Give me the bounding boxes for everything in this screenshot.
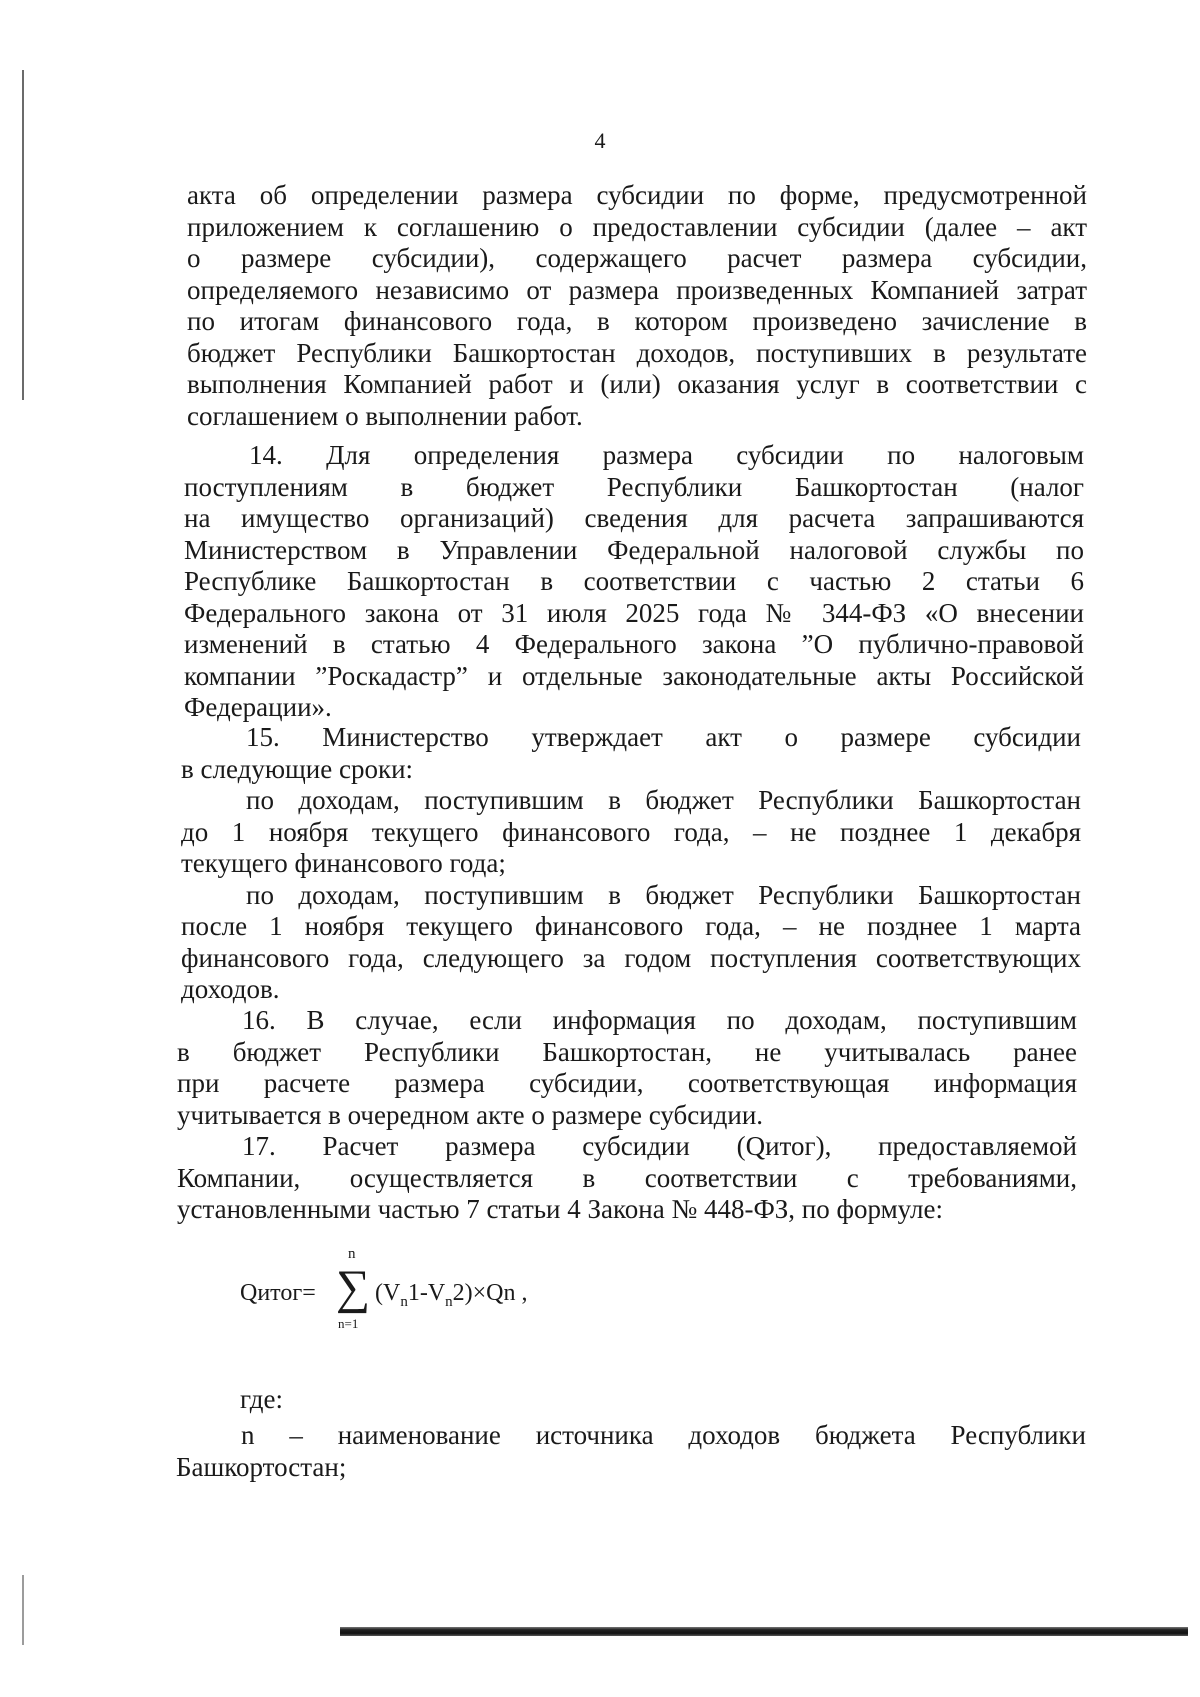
page-number: 4 (594, 128, 606, 153)
text-line: учитывается в очередном акте о размере субсидии. (177, 1099, 764, 1130)
paragraph-13-continued (187, 180, 1087, 432)
text-line: установленными частью 7 статьи 4 Закона № 448-ФЗ, по формуле: (177, 1194, 943, 1224)
sum-symbol: ∑ (336, 1261, 371, 1314)
text-line: Башкортостан; (176, 1451, 347, 1482)
scan-edge-mark-lower (22, 1575, 24, 1645)
text-line: после 1 ноября текущего финансового года, – не позднее 1 марта (181, 911, 1081, 941)
text-line: Министерством в Управлении Федеральной налоговой службы по (184, 534, 1084, 565)
text-line: Компании, осуществляется в соответствии с требованиями, (177, 1162, 1077, 1193)
text-line: бюджет Республики Башкортостан доходов, поступивших в результате (187, 337, 1087, 368)
formula-lhs: Qитог= (240, 1280, 316, 1306)
subsidy-formula (240, 1246, 640, 1338)
text-line: 15. Министерство утверждает акт о размере субсидии (246, 722, 1081, 752)
text-line: приложением к соглашению о предоставлении субсидии (далее – акт (187, 211, 1087, 242)
text-line: по доходам, поступившим в бюджет Республики Башкортостан (246, 785, 1081, 815)
text-line: доходов. (181, 974, 280, 1004)
text-line: Федерального закона от 31 июля 2025 года № 344-ФЗ «О внесении (184, 597, 1084, 628)
text-line: Федерации». (184, 692, 332, 722)
text-line: определяемого независимо от размера произведенных Компанией затрат (187, 274, 1087, 305)
paragraphs-16-17 (177, 1005, 1077, 1226)
text-line: по доходам, поступившим в бюджет Республики Башкортостан (246, 879, 1081, 910)
formula-definitions (176, 1420, 1086, 1483)
sum-lower-limit: n=1 (338, 1316, 359, 1331)
text-line: 17. Расчет размера субсидии (Qитог), предоставляемой (242, 1131, 1077, 1161)
text-line: 14. Для определения размера субсидии по налоговым (249, 440, 1084, 470)
formula-sub: n (400, 1293, 408, 1310)
scan-bottom-edge (340, 1627, 1188, 1636)
text-line: финансового года, следующего за годом поступления соответствующих (181, 942, 1081, 973)
paragraph-14 (184, 440, 1084, 724)
text-line: соглашением о выполнении работ. (187, 400, 583, 431)
text-line: по итогам финансового года, в котором произведено зачисление в (187, 306, 1087, 336)
text-line: до 1 ноября текущего финансового года, – не позднее 1 декабря (181, 816, 1081, 847)
text-line: поступлениям в бюджет Республики Башкортостан (налог (184, 471, 1084, 502)
formula-open: (V (375, 1280, 401, 1306)
text-line: n – наименование источника доходов бюджета Республики (241, 1420, 1086, 1450)
formula-sub: n (445, 1293, 453, 1310)
sum-upper-limit: n (348, 1246, 356, 1262)
text-line: при расчете размера субсидии, соответствующая информация (177, 1068, 1077, 1098)
formula-mid: 1-V (407, 1280, 446, 1306)
where-label: где: (240, 1384, 283, 1414)
text-line: акта об определении размера субсидии по форме, предусмотренной (187, 180, 1087, 210)
text-line: о размере субсидии), содержащего расчет размера субсидии, (187, 243, 1087, 273)
text-line: компании ”Роскадастр” и отдельные законодательные акты Российской (184, 660, 1084, 691)
text-line: изменений в статью 4 Федерального закона ”О публично-правовой (184, 629, 1084, 659)
text-line: текущего финансового года; (181, 848, 506, 878)
scan-edge-mark (22, 70, 24, 400)
text-line: на имущество организаций) сведения для расчета запрашиваются (184, 503, 1084, 533)
text-line: 16. В случае, если информация по доходам, поступившим (242, 1005, 1077, 1035)
text-line: выполнения Компанией работ и (или) оказания услуг в соответствии с (187, 369, 1087, 399)
text-line: Республике Башкортостан в соответствии с частью 2 статьи 6 (184, 566, 1084, 596)
text-line: в бюджет Республики Башкортостан, не учитывалась ранее (177, 1036, 1077, 1067)
formula-close: 2)×Qn , (452, 1280, 528, 1306)
paragraph-15 (181, 722, 1081, 1006)
text-line: в следующие сроки: (181, 753, 414, 784)
formula-rhs (375, 1280, 528, 1311)
